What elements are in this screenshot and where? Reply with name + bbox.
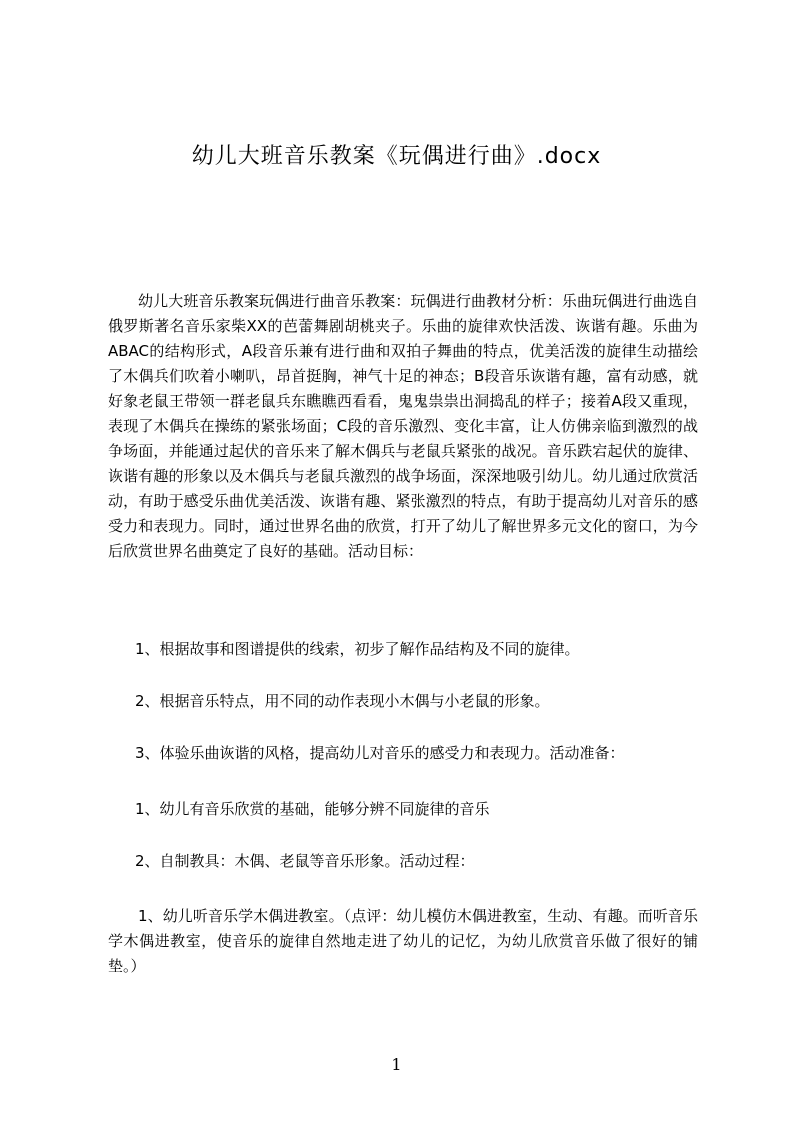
process-item-1: 1、幼儿听音乐学木偶进教室。（点评：幼儿模仿木偶进教室，生动、有趣。而听音乐学木偶进教室，使音乐的旋律自然地走进了幼儿的记忆，为幼儿欣赏音乐做了很好的铺垫。） <box>108 907 698 975</box>
document-title: 幼儿大班音乐教案《玩偶进行曲》.docx <box>191 144 602 169</box>
goal-item-3: 3、体验乐曲诙谐的风格，提高幼儿对音乐的感受力和表现力。活动准备： <box>135 744 625 762</box>
goal-item-2: 2、根据音乐特点，用不同的动作表现小木偶与小老鼠的形象。 <box>135 692 550 710</box>
preparation-item-1: 1、幼儿有音乐欣赏的基础，能够分辨不同旋律的音乐 <box>135 800 490 818</box>
goal-item-1: 1、根据故事和图谱提供的线索，初步了解作品结构及不同的旋律。 <box>135 640 580 658</box>
preparation-item-2: 2、自制教具：木偶、老鼠等音乐形象。活动过程： <box>135 852 475 870</box>
intro-paragraph: 幼儿大班音乐教案玩偶进行曲音乐教案：玩偶进行曲教材分析：乐曲玩偶进行曲选自俄罗斯著名音乐家柴XX的芭蕾舞剧胡桃夹子。乐曲的旋律欢快活泼、诙谐有趣。乐曲为ABAC的结构形式，A段音乐兼有进行曲和双拍子舞曲的特点，优美活泼的旋律生动描绘了木偶兵们吹着小喇叭，昂首挺胸，神气十足的神态；B段音乐诙谐有趣，富有动感，就好象老鼠王带领一群老鼠兵东瞧瞧西看看，鬼鬼祟祟出洞捣乱的样子；接着A段又重现，表现了木偶兵在操练的紧张场面；C段的音乐激烈、变化丰富，让人仿佛亲临到激烈的战争场面，并能通过起伏的音乐来了解木偶兵与老鼠兵紧张的战况。音乐跌宕起伏的旋律、诙谐有趣的形象以及木偶兵与老鼠兵激烈的战争场面，深深地吸引幼儿。幼儿通过欣赏活动，有助于感受乐曲优美活泼、诙谐有趣、紧张激烈的特点，有助于提高幼儿对音乐的感受力和表现力。同时，通过世界名曲的欣赏，打开了幼儿了解世界多元文化的窗口，为今后欣赏世界名曲奠定了良好的基础。活动目标： <box>108 292 698 560</box>
page-number: 1 <box>391 1055 402 1074</box>
